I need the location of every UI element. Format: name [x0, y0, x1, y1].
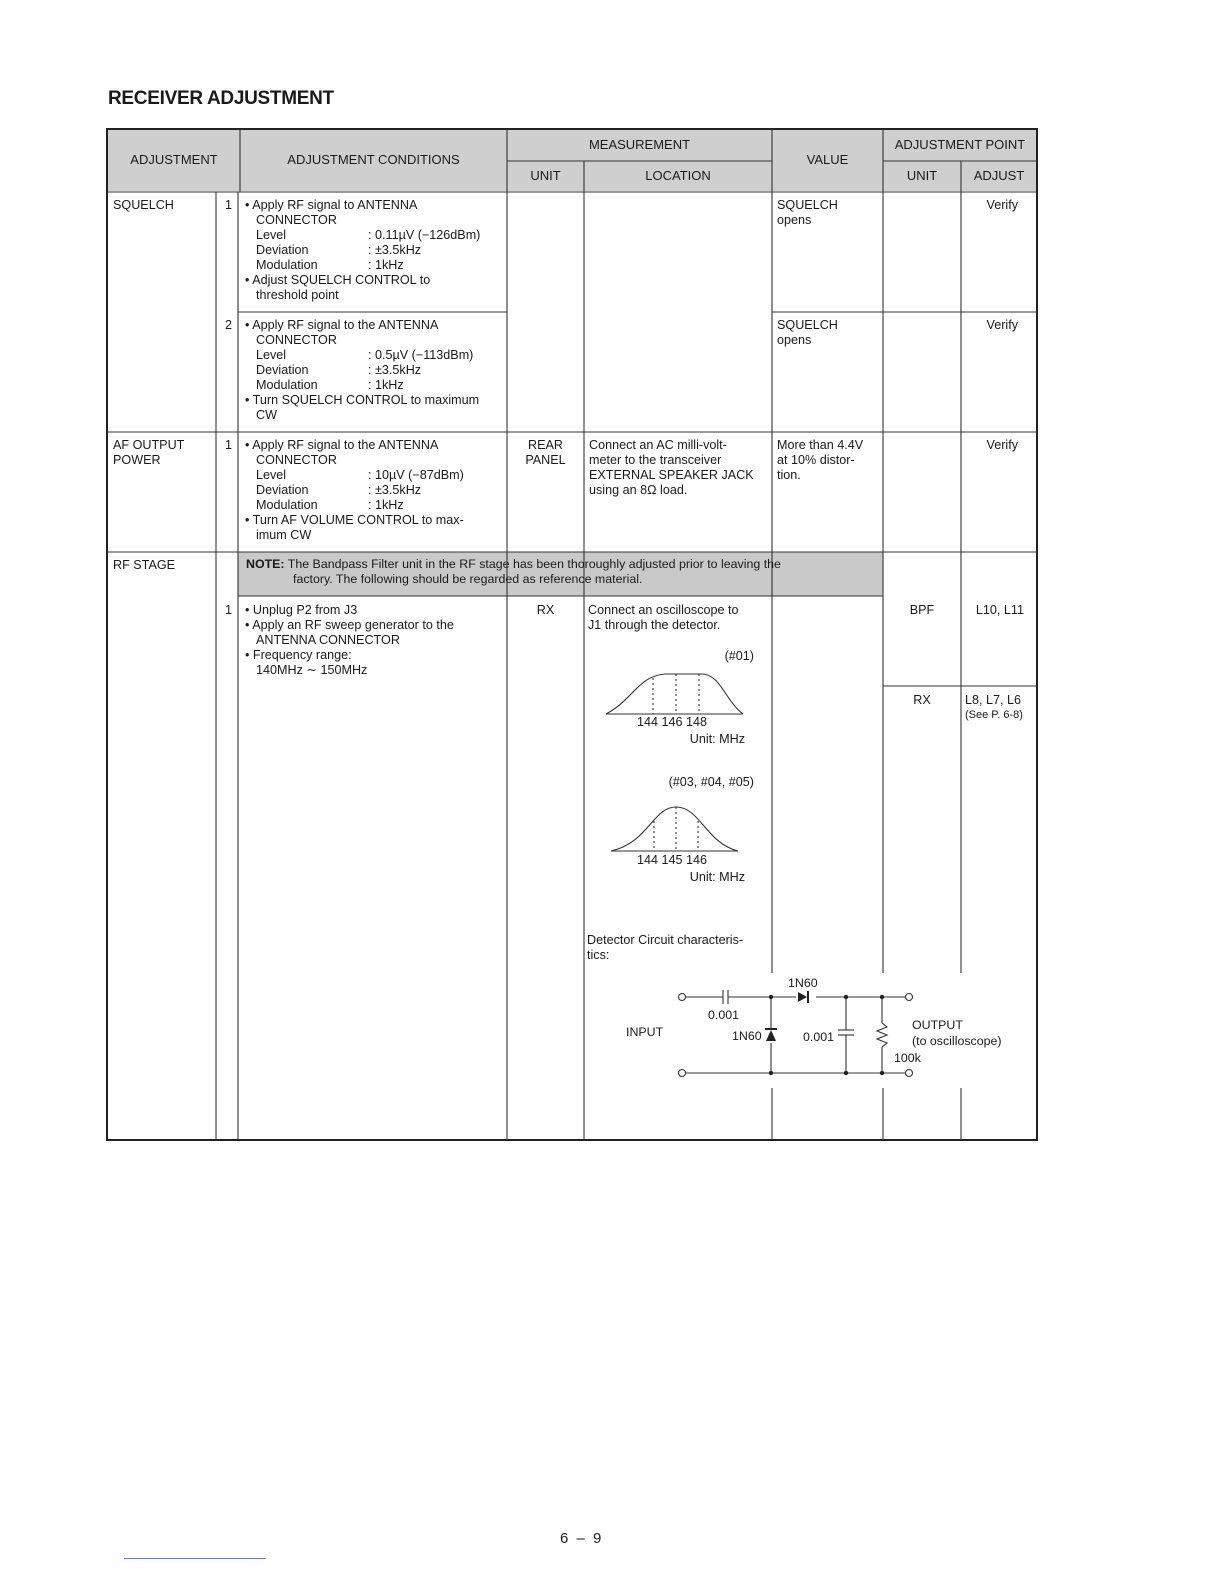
af-step1-conditions: • Apply RF signal to the ANTENNA CONNECTOR Level : 10µV (−87dBm) Deviation : ±3.5kHz Modulation : 1kHz • Turn AF VOLUME CONTROL to max- imum CW — [245, 438, 464, 542]
rf-step1-number: 1 — [225, 603, 233, 617]
squelch-step2-number: 2 — [225, 318, 233, 332]
shunt-cap-label: 0.001 — [803, 1030, 835, 1044]
squelch-step1-value: SQUELCH opens — [777, 198, 838, 227]
squelch-step2-conditions: • Apply RF signal to the ANTENNA CONNECTOR Level : 0.5µV (−113dBm) Deviation : ±3.5kHz Modulation : 1kHz • Turn SQUELCH CONTROL to maximum CW — [245, 318, 480, 422]
header-measurement-unit: UNIT — [530, 168, 561, 183]
detector-circuit-diagram — [606, 973, 1026, 1088]
rf-measurement-unit: RX — [536, 603, 555, 617]
series-cap-label: 0.001 — [708, 1008, 740, 1022]
header-measurement-location: LOCATION — [645, 168, 711, 183]
header-measurement: MEASUREMENT — [588, 137, 691, 152]
detector-circuit-label: Detector Circuit characteris- tics: — [587, 933, 744, 962]
curve2-label: (#03, #04, #05) — [668, 775, 754, 789]
curve1-ticks: 144 146 148 — [637, 715, 708, 729]
rf-measurement-location: Connect an oscilloscope to J1 through the detector. — [588, 603, 739, 632]
af-step1-number: 1 — [225, 438, 233, 452]
header-adjustment-point: ADJUSTMENT POINT — [894, 137, 1026, 152]
curve2-unit: Unit: MHz — [689, 870, 745, 884]
rf-ap1-unit: BPF — [909, 603, 935, 617]
af-adjust: Verify — [986, 438, 1018, 452]
rf-step1-conditions: • Unplug P2 from J3 • Apply an RF sweep generator to the ANTENNA CONNECTOR • Frequency range: 140MHz ∼ 150MHz — [245, 603, 454, 677]
squelch-step2-value: SQUELCH opens — [777, 318, 838, 347]
bandpass-curve-01 — [603, 668, 748, 718]
footer-rule — [124, 1558, 266, 1559]
af-measurement-unit: REAR PANEL — [525, 438, 566, 467]
curve2-ticks: 144 145 146 — [637, 853, 708, 867]
rf-stage-label: RF STAGE — [113, 558, 176, 572]
af-output-power-label: AF OUTPUT POWER — [113, 438, 185, 467]
af-value: More than 4.4V at 10% distor- tion. — [777, 438, 864, 482]
curve1-label: (#01) — [724, 649, 754, 663]
squelch-label: SQUELCH — [113, 198, 174, 212]
header-ap-unit: UNIT — [906, 168, 938, 183]
rf-ap2-adjust: L8, L7, L6 (See P. 6-8) — [965, 693, 1023, 721]
page-title: RECEIVER ADJUSTMENT — [108, 88, 334, 109]
page-number: 6 – 9 — [560, 1530, 604, 1547]
squelch-step1-adjust: Verify — [986, 198, 1018, 212]
resistor-label: 100k — [894, 1051, 921, 1065]
header-ap-adjust: ADJUST — [973, 168, 1025, 183]
rf-ap2-unit: RX — [913, 693, 931, 707]
output-label: OUTPUT — [912, 1018, 963, 1032]
curve1-unit: Unit: MHz — [689, 732, 745, 746]
squelch-step1-conditions: • Apply RF signal to ANTENNA CONNECTOR Level : 0.11µV (−126dBm) Deviation : ±3.5kHz Modulation : 1kHz • Adjust SQUELCH CONTROL to threshold point — [245, 198, 481, 302]
output-sub-label: (to oscilloscope) — [912, 1034, 1002, 1048]
input-label: INPUT — [626, 1025, 664, 1039]
diode-top-label: 1N60 — [788, 976, 818, 990]
rf-stage-note: NOTE: The Bandpass Filter unit in the RF stage has been thoroughly adjusted prior to leaving the factory. The following should be regarded as reference material. — [246, 557, 781, 586]
squelch-step1-number: 1 — [225, 198, 233, 212]
header-adjustment: ADJUSTMENT — [130, 152, 218, 167]
af-measurement-location: Connect an AC milli-volt- meter to the transceiver EXTERNAL SPEAKER JACK using an 8Ω load. — [589, 438, 754, 497]
receiver-adjustment-table — [106, 128, 1038, 1141]
bandpass-curve-03-05 — [608, 803, 743, 855]
shunt-diode-label: 1N60 — [732, 1029, 762, 1043]
rf-ap1-adjust: L10, L11 — [975, 603, 1024, 617]
note-label: NOTE: — [246, 557, 285, 571]
squelch-step2-adjust: Verify — [986, 318, 1018, 332]
header-adjustment-conditions: ADJUSTMENT CONDITIONS — [287, 152, 460, 167]
header-value: VALUE — [806, 152, 849, 167]
